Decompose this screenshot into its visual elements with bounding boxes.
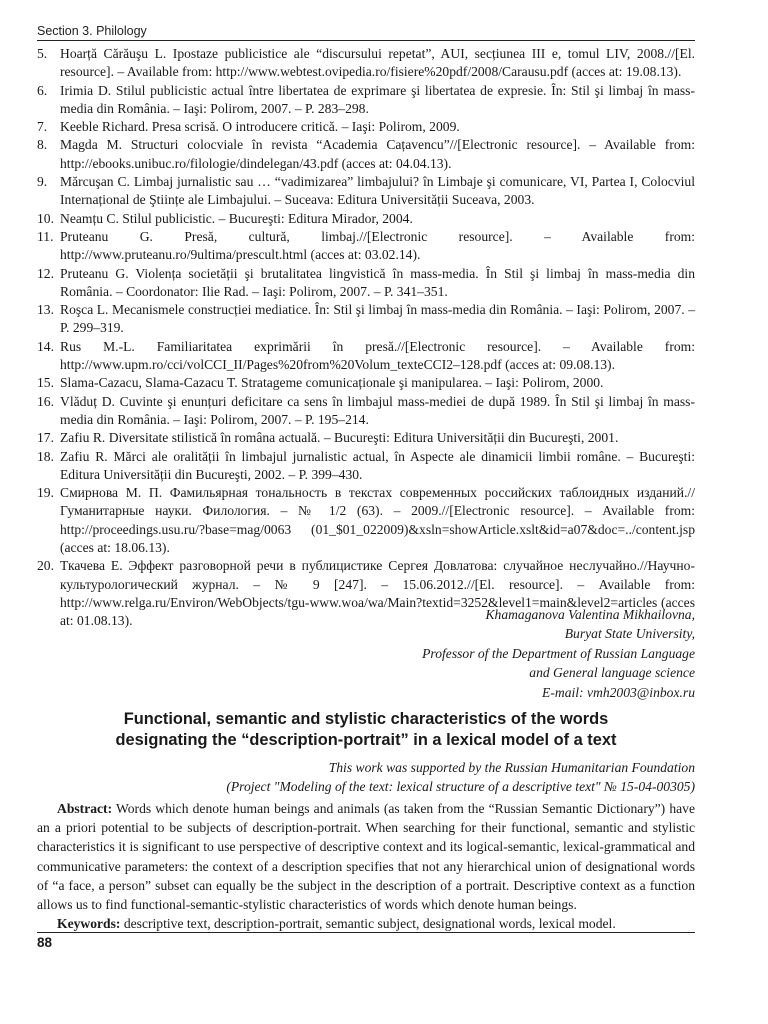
reference-number: 17. — [37, 430, 54, 446]
reference-number: 7. — [37, 119, 48, 135]
reference-text: Pruteanu G. Violența societății şi brutalitatea lingvistică în mass-media. În Stil şi limbaj în mass-media din România. – Coordonator: Ilie Rad. – Iaşi: Polirom, 2007. – P. 341–351. — [60, 265, 695, 299]
reference-item — [37, 338, 695, 375]
author-email: E-mail: vmh2003@inbox.ru — [542, 684, 695, 700]
reference-item — [37, 265, 695, 302]
reference-number: 12. — [37, 265, 54, 281]
funding-note — [95, 758, 695, 796]
reference-number: 13. — [37, 302, 54, 318]
reference-number: 16. — [37, 393, 54, 409]
author-position-cont: and General language science — [529, 665, 695, 681]
reference-item — [37, 82, 695, 119]
reference-item — [37, 429, 695, 447]
reference-text: Vlăduț D. Cuvinte şi enunțuri deficitare ca sens în limbajul mass-mediei de după 1989. În Stil şi limbaj în mass-media din România. – Iaşi: Polirom, 2007. – P. 195–214. — [60, 393, 695, 427]
keywords-text: descriptive text, description-portrait, semantic subject, designational words, lexical model. — [123, 916, 616, 932]
reference-text: Irimia D. Stilul publicistic actual între libertatea de exprimare şi libertatea de expresie. În: Stil şi limbaj în mass-media din România. – Iaşi: Polirom, 2007. – P. 283–298. — [60, 82, 695, 116]
reference-text: Roşca L. Mecanismele construcției mediatice. În: Stil şi limbaj în mass-media din România. – Iaşi: Polirom, 2007. – P. 299–319. — [60, 302, 695, 336]
reference-number: 11. — [37, 228, 54, 244]
author-block — [295, 605, 695, 702]
reference-text: Mărcuşan C. Limbaj jurnalistic sau … “vadimizarea” limbajului? în Limbaje şi comunicare, VI, Partea I, Colocviul Internațional de Ştiințe ale Limbajului. – Suceava: Editura Universității Suceava, 2003. — [60, 174, 695, 208]
author-affiliation: Buryat State University, — [564, 626, 695, 642]
reference-item — [37, 45, 695, 82]
author-name: Khamaganova Valentina Mikhailovna, — [485, 607, 695, 622]
reference-list — [37, 45, 695, 631]
header-rule — [37, 40, 695, 41]
reference-item — [37, 393, 695, 430]
footer-rule — [37, 932, 695, 933]
keywords-paragraph — [37, 914, 695, 933]
reference-number: 5. — [37, 46, 48, 61]
funding-line: This work was supported by the Russian Humanitarian Foundation — [328, 760, 695, 775]
reference-item — [37, 118, 695, 136]
abstract-label: Abstract: — [57, 801, 113, 816]
reference-number: 20. — [37, 558, 54, 574]
reference-text: Neamțu C. Stilul publicistic. – Bucureşti: Editura Mirador, 2004. — [60, 210, 413, 226]
reference-item — [37, 448, 695, 485]
abstract-paragraph — [37, 799, 695, 914]
reference-number: 9. — [37, 174, 48, 190]
abstract-text: Words which denote human beings and animals (as taken from the “Russian Semantic Dictionary”) have an a priori potential to be subjects of description-portrait. When searching for their functional, semantic and stylistic characteristics it is significant to use perspective of descriptive context and its logical-semantic, lexical-grammatical and communicative parameters: the context of a description specifies that not any hierarchical union of designational words of “a face, a person” subset can equally be the subject in the description of a portrait. Descriptive context as a function allows us to find functional-semantic-stylistic characteristics of words which denote human beings. — [37, 801, 695, 913]
reference-text: Zafiu R. Mărci ale oralității în limbajul jurnalistic actual, în Aspecte ale dinamicii limbii române. – Bucureşti: Editura Universității din Bucureşti, 2002. – P. 399–430. — [60, 448, 695, 482]
funding-project-line: (Project "Modeling of the text: lexical structure of a descriptive text" № 15-04-00305) — [226, 779, 695, 795]
keywords-label: Keywords: — [57, 916, 121, 932]
article-title-line: Functional, semantic and stylistic characteristics of the words — [123, 710, 609, 728]
reference-text: Keeble Richard. Presa scrisă. O introducere critică. – Iaşi: Polirom, 2009. — [60, 119, 460, 135]
reference-text: Pruteanu G. Presă, cultură, limbaj.//[Electronic resource]. – Available from: http://www.pruteanu.ro/9ultima/prescult.html (acces at: 03.02.14). — [60, 228, 695, 263]
reference-number: 15. — [37, 375, 54, 391]
reference-number: 8. — [37, 137, 48, 153]
reference-item — [37, 301, 695, 338]
page-number: 88 — [37, 935, 53, 950]
reference-text: Magda M. Structuri colocviale în revista “Academia Cațavencu”//[Electronic resource]. – Available from: http://ebooks.unibuc.ro/filologie/dindelegan/43.pdf (acces at: 04.04.13). — [60, 137, 695, 171]
reference-text: Slama-Cazacu, Slama-Cazacu T. Stratageme comunicaționale şi manipularea. – Iaşi: Polirom, 2000. — [60, 375, 604, 391]
abstract-section — [37, 799, 695, 933]
reference-item — [37, 374, 695, 392]
reference-item — [37, 228, 695, 265]
reference-text: Ткачева Е. Эффект разговорной речи в публицистике Сергея Довлатова: случайное неслучайно.//Научно-культурологический журнал. – № 9 [247]. – 15.06.2012.//[El. resource]. – Available from: http://www.relga.ru/Environ/WebObjects/tgu-www.woa/wa/Main?textid=3252&level1=main&level2=articles (acces at: 01.08.13). — [60, 558, 695, 629]
running-head: Section 3. Philology — [37, 24, 147, 38]
reference-text: Hoarță Cărăuşu L. Ipostaze publicistice ale “discursului repetat”, AUI, secțiunea III e, tomul LIV, 2008.//[El. resource]. – Available from: http://www.webtest.ovipedia.ro/fisiere%20pdf/2008/Carausu.pdf (acces at: 19.08.13). — [60, 46, 695, 80]
reference-text: Смирнова М. П. Фамильярная тональность в текстах современных российских таблоидных изданий.//Гуманитарные науки. Филология. – № 1/2 (63). – 2009.//[Electronic resource]. – Available from: http://proceedings.usu.ru/?base=mag/0063 (01_$01_022009)&xsln=showArticle.xslt&id=a07&doc=../content.jsp (acces at: 18.06.13). — [60, 485, 695, 556]
reference-number: 19. — [37, 485, 54, 501]
reference-item — [37, 484, 695, 557]
reference-item — [37, 210, 695, 228]
author-position: Professor of the Department of Russian Language — [422, 645, 695, 661]
reference-text: Zafiu R. Diversitate stilistică în româna actuală. – Bucureşti: Editura Universității din Bucureşti, 2001. — [60, 430, 619, 446]
reference-number: 10. — [37, 210, 54, 226]
reference-item — [37, 136, 695, 173]
article-title — [37, 709, 695, 750]
reference-item — [37, 173, 695, 210]
reference-number: 14. — [37, 338, 54, 354]
reference-number: 18. — [37, 448, 54, 464]
article-title-line: designating the “description-portrait” in a lexical model of a text — [115, 730, 617, 749]
reference-number: 6. — [37, 82, 48, 98]
reference-text: Rus M.-L. Familiaritatea exprimării în presă.//[Electronic resource]. – Available from: http://www.upm.ro/cci/volCCI_II/Pages%20from%20Volum_texteCCI2–128.pdf (acces at: 09.08.13). — [60, 338, 695, 373]
